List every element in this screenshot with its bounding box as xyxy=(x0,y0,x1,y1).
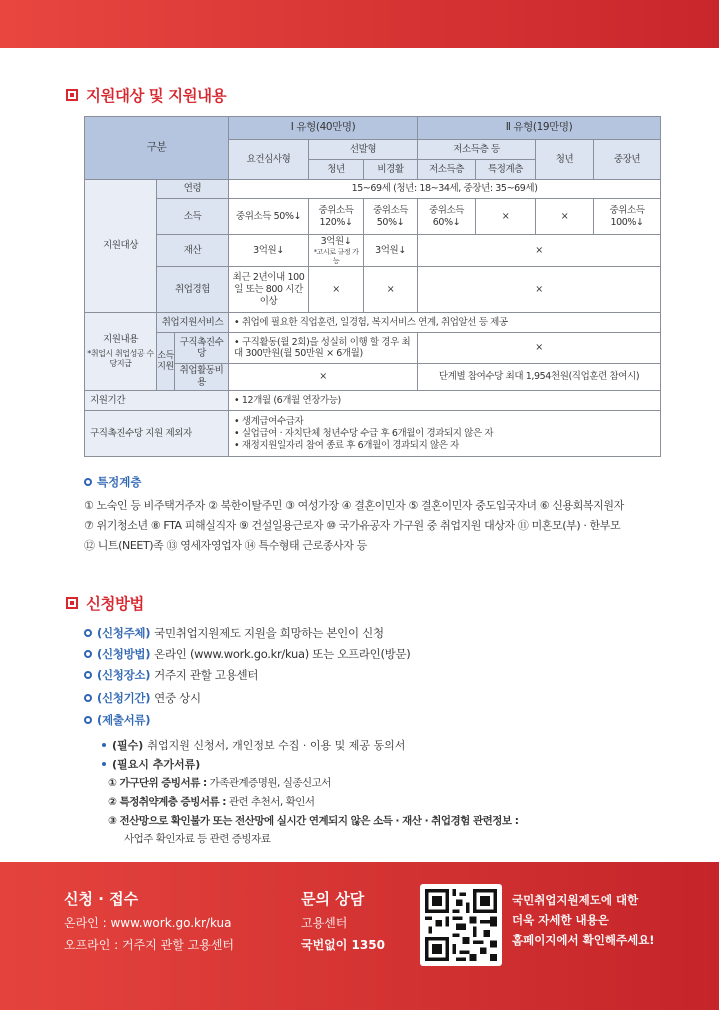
header-type2: Ⅱ 유형(19만명) xyxy=(418,117,661,140)
doc-item-text: 관련 추천서, 확인서 xyxy=(226,796,315,808)
apply-item xyxy=(84,646,410,662)
income-cell: × xyxy=(476,199,536,235)
apply-item xyxy=(84,625,384,641)
header-lowincome: 저소득층 xyxy=(418,160,476,180)
exclusion-item: • 생계급여수급자 xyxy=(234,415,304,427)
header-inactive: 비경활 xyxy=(364,160,418,180)
circle-bullet-icon xyxy=(84,671,92,679)
doc-item xyxy=(108,813,518,828)
footer-visit-message xyxy=(512,890,655,950)
footer-contact-phone: 국번없이 1350 xyxy=(301,938,385,952)
doc-item-text: 가족관계증명원, 실종신고서 xyxy=(206,777,331,789)
footer-contact-heading: 문의 상담 xyxy=(301,890,365,908)
circle-bullet-icon xyxy=(84,716,92,724)
doc-item-continuation: 사업주 확인자료 등 관련 증빙자료 xyxy=(124,833,271,845)
apply-tag: (신청주체) xyxy=(97,626,151,640)
footer-visit-line: 더욱 자세한 내용은 xyxy=(512,913,609,928)
apply-text: 온라인 (www.work.go.kr/kua) 또는 오프라인(방문) xyxy=(154,647,411,661)
asset-cell: × xyxy=(418,235,661,267)
header-youth2: 청년 xyxy=(536,140,594,180)
row-target-label: 지원대상 xyxy=(85,180,157,313)
dot-bullet-icon xyxy=(102,762,106,766)
apply-tag: (신청장소) xyxy=(97,668,151,682)
footer-visit-line: 홈페이지에서 확인해주세요! xyxy=(512,933,655,948)
exp-cell: × xyxy=(309,267,364,313)
asset-cell: 3억원↓ xyxy=(364,235,418,267)
income-cell: 중위소득 50%↓ xyxy=(229,199,309,235)
income-support-label: 소득지원 xyxy=(157,333,175,391)
header-seonbal: 선발형 xyxy=(309,140,418,160)
doc-required-text: 취업지원 신청서, 개인정보 수집 · 이용 및 제공 동의서 xyxy=(147,739,406,752)
qr-code-icon[interactable] xyxy=(420,884,502,966)
row-allowance-label: 구직촉진수당 xyxy=(175,333,229,364)
doc-item xyxy=(108,794,315,809)
income-cell: × xyxy=(536,199,594,235)
footer-visit-line: 국민취업지원제도에 대한 xyxy=(512,893,639,907)
exp-cell: × xyxy=(364,267,418,313)
header-lowincome-group: 저소득층 등 xyxy=(418,140,536,160)
row-asset-label: 재산 xyxy=(157,235,229,267)
doc-item-bold: ② 특정취약계층 증빙서류 : xyxy=(108,796,226,808)
special-line: ⑦ 위기청소년 ⑧ FTA 피해실직자 ⑨ 건설일용근로자 ⑩ 국가유공자 가구원 중 취업지원 대상자 ⑪ 미혼모(부) · 한부모 xyxy=(84,519,621,532)
section-title-target xyxy=(66,84,226,106)
income-cell: 중위소득 60%↓ xyxy=(418,199,476,235)
footer-contact-center: 고용센터 xyxy=(301,916,348,930)
section-title-text: 신청방법 xyxy=(86,595,144,613)
section-title-apply xyxy=(66,592,144,614)
special-line: ① 노숙인 등 비주택거주자 ② 북한이탈주민 ③ 여성가장 ④ 결혼이민자 ⑤ 결혼이민자 중도입국자녀 ⑥ 신용회복지원자 xyxy=(84,499,624,512)
qr-code-graphic xyxy=(425,889,497,961)
income-cell: 중위소득 50%↓ xyxy=(364,199,418,235)
row-exp-label: 취업경험 xyxy=(157,267,229,313)
income-cell: 중위소득 120%↓ xyxy=(309,199,364,235)
content-label: 지원내용 xyxy=(102,334,139,346)
header-middleage: 중장년 xyxy=(594,140,661,180)
circle-bullet-icon xyxy=(84,650,92,658)
section-title-text: 지원대상 및 지원내용 xyxy=(86,87,227,105)
footer-apply-heading: 신청 · 접수 xyxy=(64,890,139,908)
cost-value: 단계별 참여수당 최대 1,954천원(직업훈련 참여시) xyxy=(418,364,661,391)
allowance-x: × xyxy=(418,333,661,364)
apply-tag: (신청기간) xyxy=(97,691,151,705)
age-value: 15~69세 (청년: 18~34세, 중장년: 35~69세) xyxy=(229,180,661,199)
square-bullet-icon xyxy=(66,597,78,609)
apply-text: 거주지 관할 고용센터 xyxy=(154,668,259,682)
special-line: ⑫ 니트(NEET)족 ⑬ 영세자영업자 ⑭ 특수형태 근로종사자 등 xyxy=(84,539,367,552)
circle-bullet-icon xyxy=(84,478,92,486)
apply-text: 연중 상시 xyxy=(154,691,201,705)
exp-cell: 최근 2년이내 100일 또는 800 시간 이상 xyxy=(229,267,309,313)
apply-tag: (신청방법) xyxy=(97,647,151,661)
asset-cell-value: 3억원↓ xyxy=(320,236,352,247)
row-age-label: 연령 xyxy=(157,180,229,199)
apply-item xyxy=(84,667,258,683)
exclusion-item: • 재정지원일자리 참여 종료 후 6개월이 경과되지 않은 자 xyxy=(234,439,459,451)
cost-x: × xyxy=(229,364,418,391)
income-cell: 중위소득 100%↓ xyxy=(594,199,661,235)
row-period-label: 지원기간 xyxy=(85,391,229,411)
header-special: 특정계층 xyxy=(476,160,536,180)
header-youth: 청년 xyxy=(309,160,364,180)
exclusion-list xyxy=(229,411,661,457)
asset-note: *고시로 규정 가능 xyxy=(313,247,359,265)
row-cost-label: 취업활동비용 xyxy=(175,364,229,391)
row-income-label: 소득 xyxy=(157,199,229,235)
doc-item xyxy=(108,775,331,790)
exp-cell: × xyxy=(418,267,661,313)
special-heading xyxy=(84,474,141,490)
special-heading-text: 특정계층 xyxy=(97,475,142,489)
circle-bullet-icon xyxy=(84,694,92,702)
apply-text: 국민취업지원제도 지원을 희망하는 본인이 신청 xyxy=(154,626,384,640)
header-yogun: 요건심사형 xyxy=(229,140,309,180)
doc-item-bold: ① 가구단위 증빙서류 : xyxy=(108,777,207,789)
allowance-value: • 구직활동(월 2회)을 성실히 이행 할 경우 최대 300만원(월 50만원 × 6개월) xyxy=(229,333,418,364)
apply-item xyxy=(84,690,201,706)
footer-banner xyxy=(0,862,719,1010)
doc-extra-tag: (필요시 추가서류) xyxy=(112,758,201,771)
doc-item-bold: ③ 전산망으로 확인불가 또는 전산망에 실시간 연계되지 않은 소득 · 재산 · 취업경험 관련정보 : xyxy=(108,815,519,827)
doc-required-tag: (필수) xyxy=(112,739,144,752)
service-value: • 취업에 필요한 직업훈련, 일경험, 복지서비스 연계, 취업알선 등 제공 xyxy=(229,313,661,333)
doc-required xyxy=(102,737,405,753)
footer-offline: 오프라인 : 거주지 관할 고용센터 xyxy=(64,938,234,952)
support-table xyxy=(84,116,661,457)
square-bullet-icon xyxy=(66,89,78,101)
header-category: 구분 xyxy=(85,117,229,180)
circle-bullet-icon xyxy=(84,629,92,637)
doc-extra xyxy=(102,756,204,772)
exclusion-item: • 실업급여 · 자치단체 청년수당 수급 후 6개월이 경과되지 않은 자 xyxy=(234,427,494,439)
footer-online-link[interactable]: 온라인 : www.work.go.kr/kua xyxy=(64,916,232,930)
top-banner xyxy=(0,0,719,48)
row-service-label: 취업지원서비스 xyxy=(157,313,229,333)
apply-tag: (제출서류) xyxy=(97,713,151,727)
row-content-label xyxy=(85,313,157,391)
dot-bullet-icon xyxy=(102,743,106,747)
asset-cell-note xyxy=(309,235,364,267)
header-type1: Ⅰ 유형(40만명) xyxy=(229,117,418,140)
apply-item xyxy=(84,712,154,728)
row-exclusion-label: 구직촉진수당 지원 제외자 xyxy=(85,411,229,457)
asset-cell: 3억원↓ xyxy=(229,235,309,267)
content-note: *취업시 취업성공 수당지급 xyxy=(87,349,154,369)
period-value: • 12개월 (6개월 연장가능) xyxy=(229,391,661,411)
